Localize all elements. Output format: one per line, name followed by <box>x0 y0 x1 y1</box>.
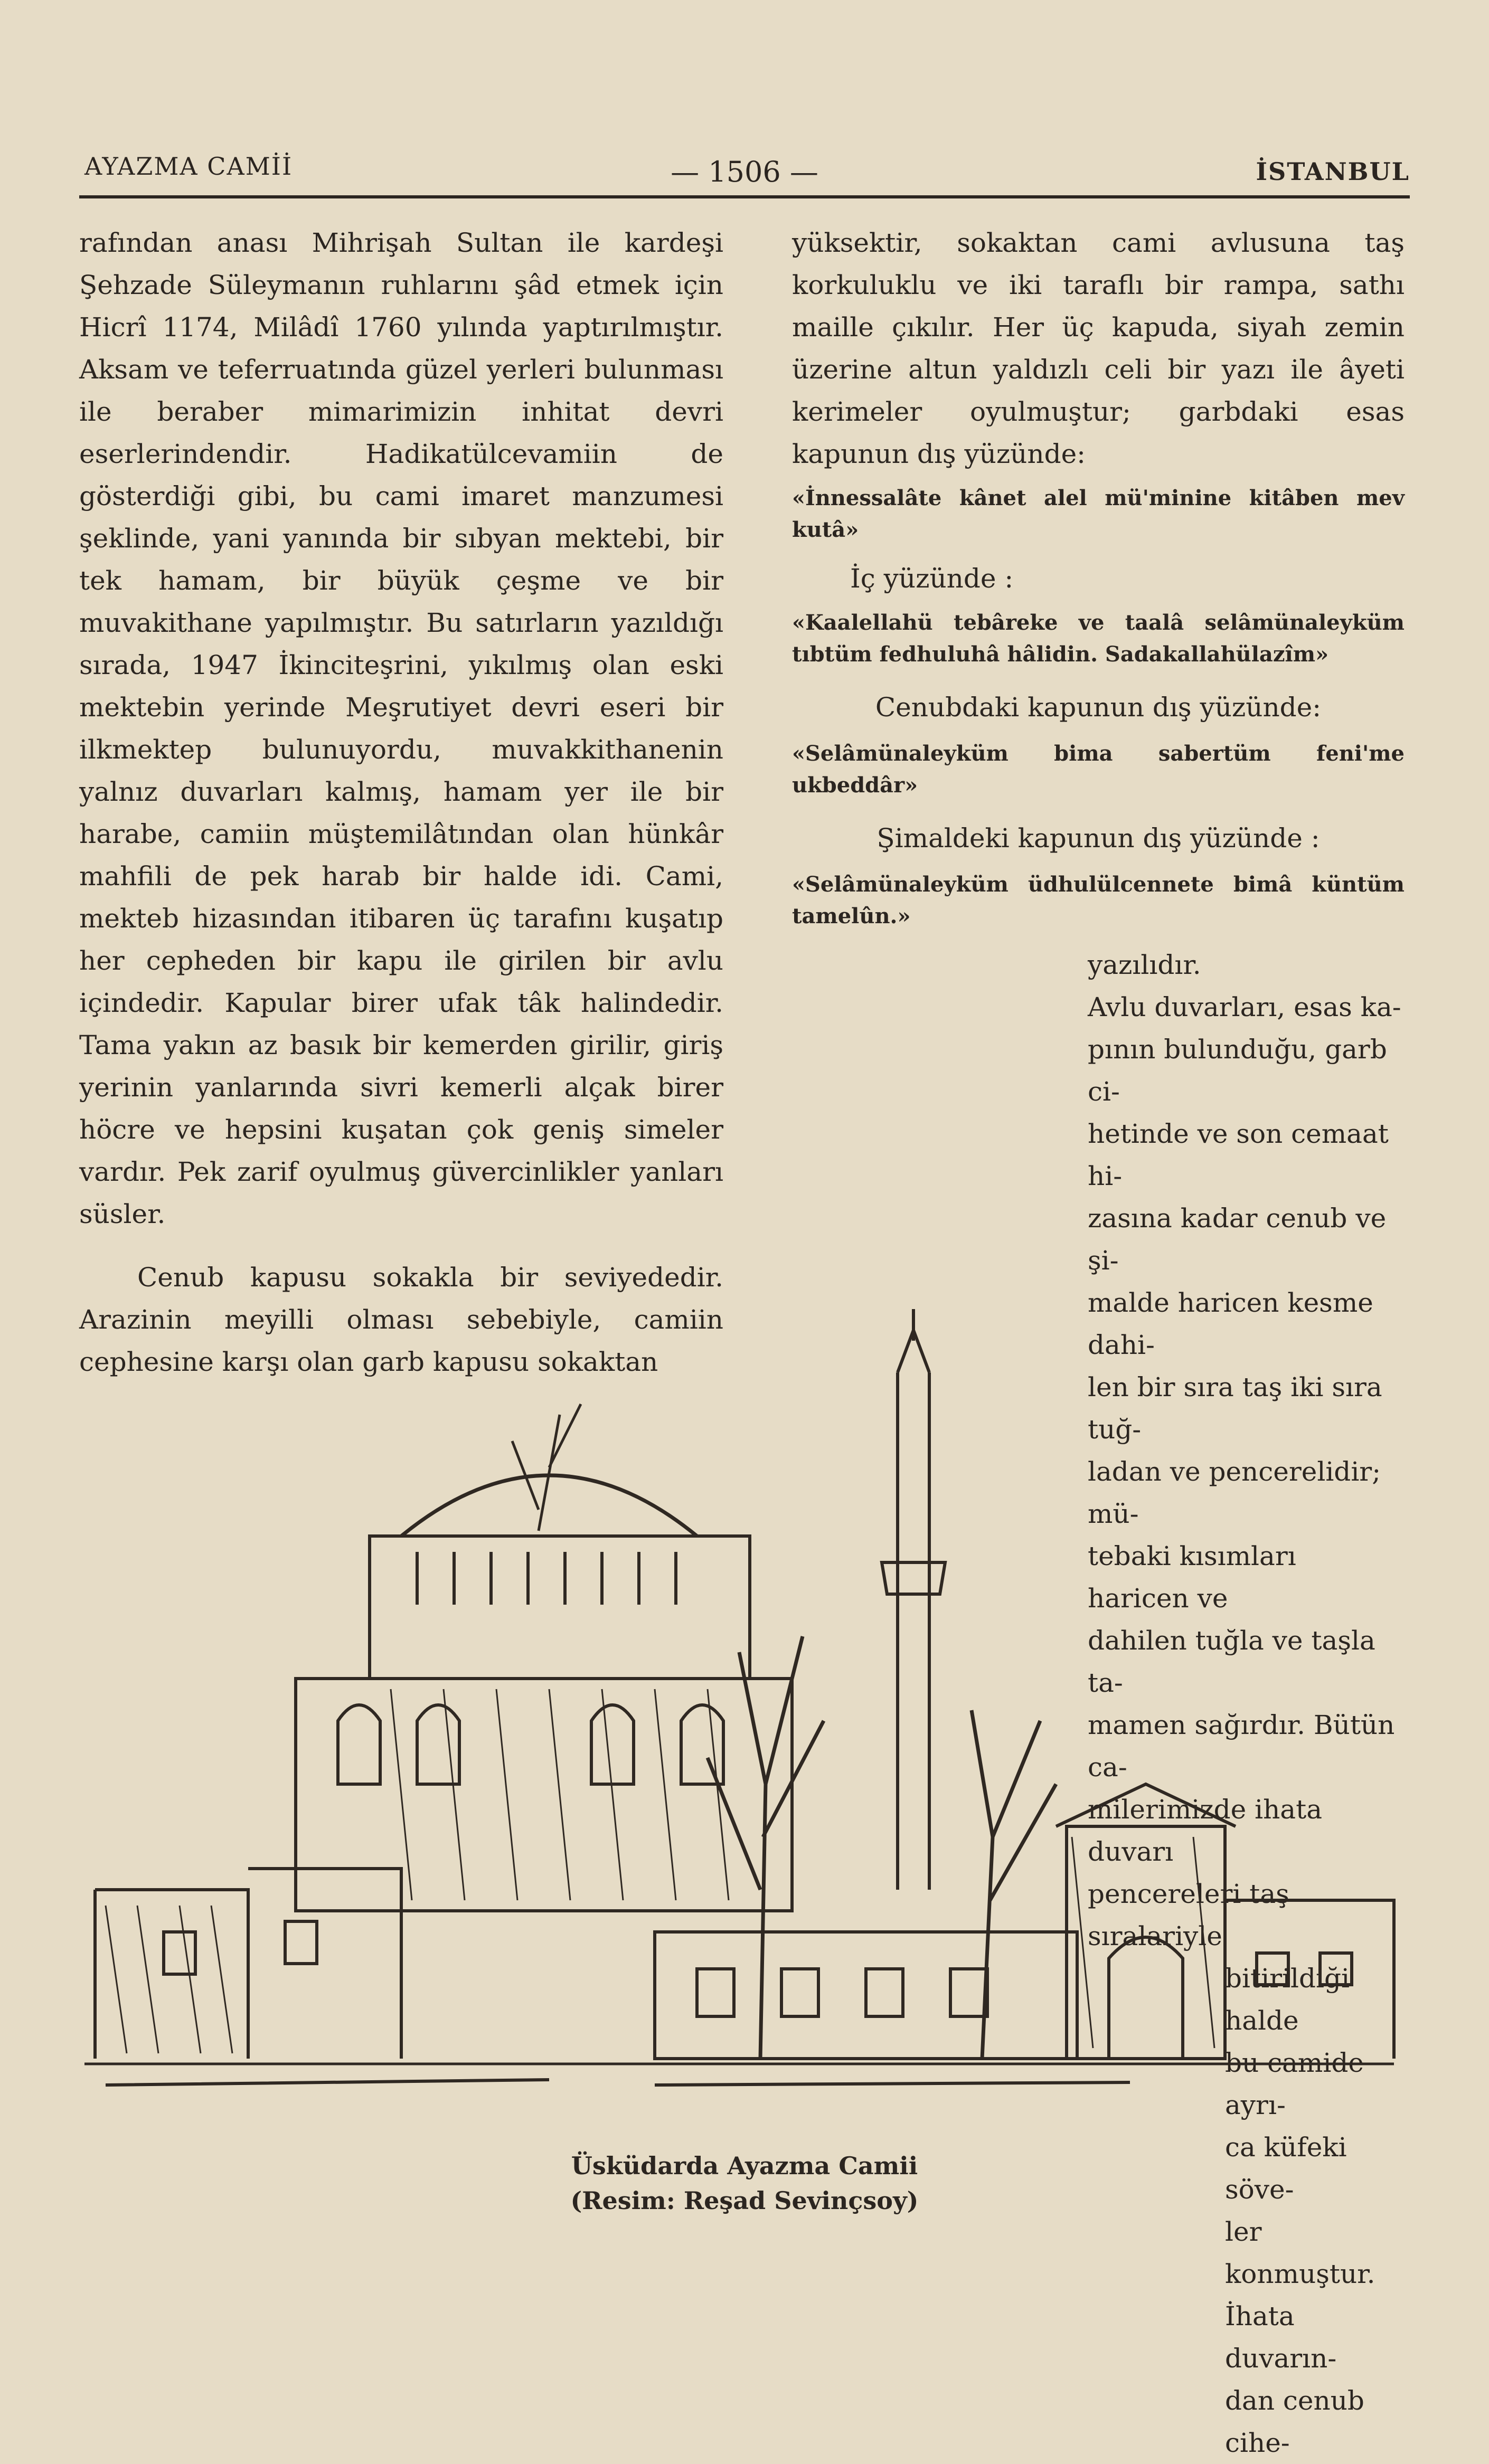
inscription-west-outer: «İnnessalâte kânet alel mü'minine kitâben mev kutâ» <box>792 486 1405 542</box>
left-paragraph-1: rafından anası Mihrişah Sultan ile kardeşi Şehzade Süleymanın ruhlarını şâd etmek için Hicrî 1174, Milâdî 1760 yılında yaptırılmıştır. Aksam ve teferruatında güzel yerleri bulunması ile beraber mimarimizin inhitat devri eserlerindendir. Hadikatülcevamiin de gösterdiği gibi, bu cami imaret manzumesi şeklinde, yani yanında bir sıbyan mektebi, bir tek hamam, bir büyük çeşme ve bir muvakithane yapılmıştır. Bu satırların yazıldığı sırada, 1947 İkinciteşrini, yıkılmış olan eski mektebin yerinde Meşrutiyet devri eseri bir ilkmektep bulunuyordu, muvakkithanenin yalnız duvarları kalmış, hamam yer ile bir harabe, camiin müştemilâtından olan hünkâr mahfili de pek harab bir halde idi. Cami, mekteb hizasından itibaren üç tarafını kuşatıp her cepheden bir kapu ile girilen bir avlu içindedir. Kapular birer ufak tâk halindedir. Tama yakın az basık bir kemerden girilir, giriş yerinin yanlarında sivri kemerli alçak birer höcre ve hepsini kuşatan çok geniş simeler vardır. Pek zarif oyulmuş güvercinlikler yanları süsler. <box>79 228 723 1229</box>
narrow-line: hetinde ve son cemaat hi- <box>1088 1119 1389 1191</box>
narrow-line: mamen sağırdır. Bütün ca- <box>1088 1710 1395 1783</box>
header-rule <box>79 195 1410 198</box>
caption-title: Üsküdarda Ayazma Camii <box>571 2152 918 2180</box>
inscription-south: «Selâmünaleyküm bima sabertüm feni'me ukbeddâr» <box>792 741 1405 798</box>
mosque-illustration <box>74 1309 1415 2122</box>
narrow-line: zasına kadar cenub ve şi- <box>1088 1203 1387 1276</box>
narrow-line: len bir sıra taş iki sıra tuğ- <box>1088 1372 1382 1445</box>
label-inner-face: İç yüzünde : <box>850 563 1014 594</box>
narrow-line: ca küfeki söve- <box>1225 2132 1347 2205</box>
page-header <box>79 143 1410 190</box>
right-paragraph-end: yazılıdır. <box>1088 950 1201 980</box>
label-north-gate: Şimaldeki kapunun dış yüzünde : <box>877 823 1320 854</box>
right-paragraph-1: yüksektir, sokaktan cami avlusuna taş korkuluklu ve iki taraflı bir rampa, sathı maille çıkılır. Her üç kapuda, siyah zemin üzerine altun yaldızlı celi bir yazı ile âyeti kerimeler oyulmuştur; garbdaki esas kapunun dış yüzünde: <box>792 228 1405 469</box>
narrow-line: bu camide ayrı- <box>1225 2048 1364 2120</box>
narrow-line: malde haricen kesme dahi- <box>1088 1287 1373 1360</box>
narrow-line: Avlu duvarları, esas ka- <box>1088 992 1401 1022</box>
narrow-line: ladan ve pencerelidir; mü- <box>1088 1456 1381 1529</box>
narrow-line: pının bulunduğu, garb ci- <box>1088 1034 1387 1107</box>
narrow-line: dan cenub cihe- <box>1225 2385 1364 2458</box>
section-title: İSTANBUL <box>1256 157 1410 186</box>
caption-credit: (Resim: Reşad Sevinçsoy) <box>570 2186 919 2215</box>
narrow-line: ler konmuştur. <box>1225 2216 1375 2289</box>
figure-caption <box>0 2148 1489 2218</box>
narrow-line: İhata duvarın- <box>1225 2301 1337 2374</box>
narrow-line: pencereleri taş sıralariyle <box>1088 1879 1289 1951</box>
narrow-line: bitirildiği halde <box>1225 1963 1350 2036</box>
left-paragraph-2: Cenub kapusu sokakla bir seviyededir. Arazinin meyilli olması sebebiyle, camiin cephesine karşı olan garb kapusu sokaktan <box>79 1262 723 1377</box>
narrow-line: dahilen tuğla ve taşla ta- <box>1088 1625 1375 1698</box>
narrow-line: milerimizde ihata duvarı <box>1088 1794 1323 1867</box>
inscription-west-inner: «Kaalellahü tebâreke ve taalâ selâmünaleyküm tıbtüm fedhuluhâ hâlidin. Sadakallahülazîm» <box>792 610 1405 667</box>
running-title: AYAZMA CAMİİ <box>84 152 293 181</box>
left-column <box>79 222 723 1383</box>
inscription-north: «Selâmünaleyküm üdhulülcennete bimâ küntüm tamelûn.» <box>792 872 1405 928</box>
page-number: — 1506 — <box>671 155 818 188</box>
narrow-line: tebaki kısımları haricen ve <box>1088 1541 1296 1614</box>
label-south-gate: Cenubdaki kapunun dış yüzünde: <box>875 692 1322 723</box>
